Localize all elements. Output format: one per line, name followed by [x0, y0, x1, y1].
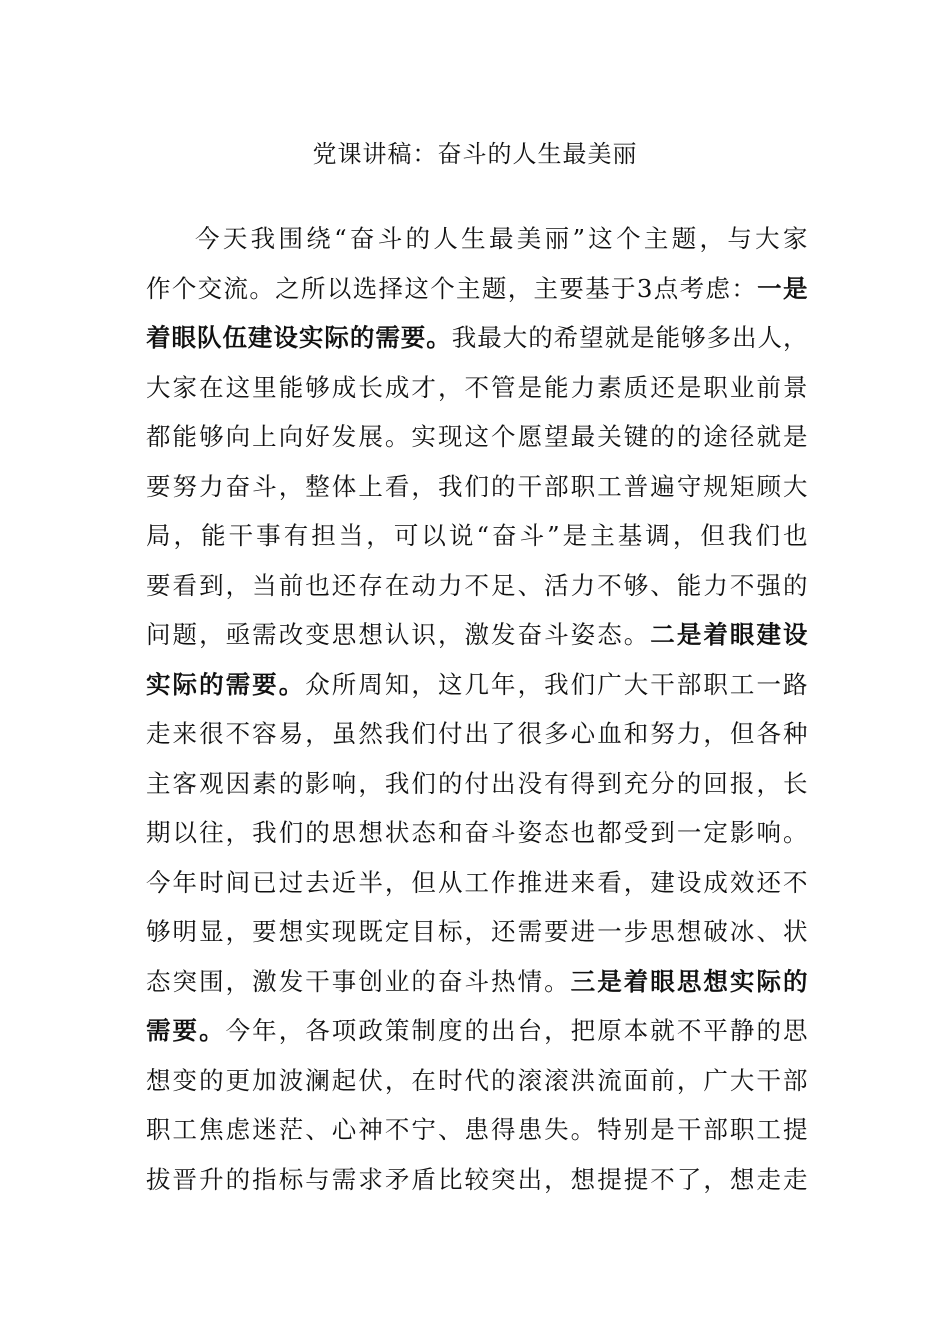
text-span: 想变的更加波澜起伏，在时代的滚滚洪流面前，广大干部	[146, 1065, 808, 1095]
text-span: 今年，各项政策制度的出台，把原本就不平静的思	[225, 1016, 808, 1045]
text-span: 走来很不容易，虽然我们付出了很多心血和努力，但各种	[146, 719, 808, 748]
text-span: 问题，亟需改变思想认识，激发奋斗姿态。	[146, 620, 651, 649]
text-line	[146, 313, 808, 363]
text-line	[146, 709, 808, 759]
text-span: 我最大的希望就是能够多出人，	[451, 323, 809, 352]
page-title: 党课讲稿：奋斗的人生最美丽	[312, 140, 638, 168]
text-line	[146, 858, 808, 908]
bold-text: 二是着眼建设	[650, 620, 809, 649]
text-line	[146, 660, 808, 710]
text-line	[146, 957, 808, 1007]
text-line	[146, 759, 808, 809]
text-span: 作个交流。之所以选择这个主题，主要基于3点考虑：	[146, 273, 758, 303]
text-span: 都能够向上向好发展。实现这个愿望最关键的的途径就是	[146, 422, 808, 451]
text-span: 职工焦虑迷茫、心神不宁、患得患失。特别是干部职工提	[146, 1115, 808, 1144]
text-span: 今年时间已过去近半，但从工作推进来看，建设成效还不	[146, 867, 808, 897]
text-span: 众所周知，这几年，我们广大干部职工一路	[305, 669, 808, 699]
text-line	[146, 1056, 808, 1106]
text-span: 要努力奋斗，整体上看，我们的干部职工普遍守规矩顾大	[146, 471, 808, 501]
text-span: 态突围，激发干事创业的奋斗热情。	[146, 966, 571, 996]
bold-text: 需要。	[146, 1016, 226, 1045]
text-span: 拔晋升的指标与需求矛盾比较突出，想提提不了，想走走	[146, 1164, 808, 1194]
text-line	[146, 1006, 808, 1056]
text-line	[146, 462, 808, 512]
bold-text: 一是	[757, 273, 808, 303]
bold-text: 着眼队伍建设实际的需要。	[146, 323, 452, 352]
text-line	[146, 363, 808, 413]
text-line	[146, 808, 808, 858]
bold-text: 实际的需要。	[146, 669, 306, 699]
document-body	[146, 214, 808, 1204]
text-span: 够明显，要想实现既定目标，还需要进一步思想破冰、状	[146, 917, 808, 946]
text-line	[146, 907, 808, 957]
text-span: 今天我围绕“奋斗的人生最美丽”这个主题，与大家	[195, 224, 808, 253]
bold-text: 三是着眼思想实际的	[570, 966, 809, 996]
text-line	[146, 511, 808, 561]
text-span: 要看到，当前也还存在动力不足、活力不够、能力不强的	[146, 570, 808, 600]
text-line	[146, 561, 808, 611]
text-span: 主客观因素的影响，我们的付出没有得到充分的回报，长	[146, 768, 808, 798]
text-line	[146, 1155, 808, 1205]
text-span: 期以往，我们的思想状态和奋斗姿态也都受到一定影响。	[146, 818, 808, 847]
text-line	[146, 1105, 808, 1155]
text-line	[146, 264, 808, 314]
text-line	[146, 214, 808, 264]
text-line	[146, 610, 808, 660]
text-span: 大家在这里能够成长成才，不管是能力素质还是职业前景	[146, 372, 808, 402]
text-line	[146, 412, 808, 462]
text-span: 局，能干事有担当，可以说“奋斗”是主基调，但我们也	[146, 521, 808, 550]
